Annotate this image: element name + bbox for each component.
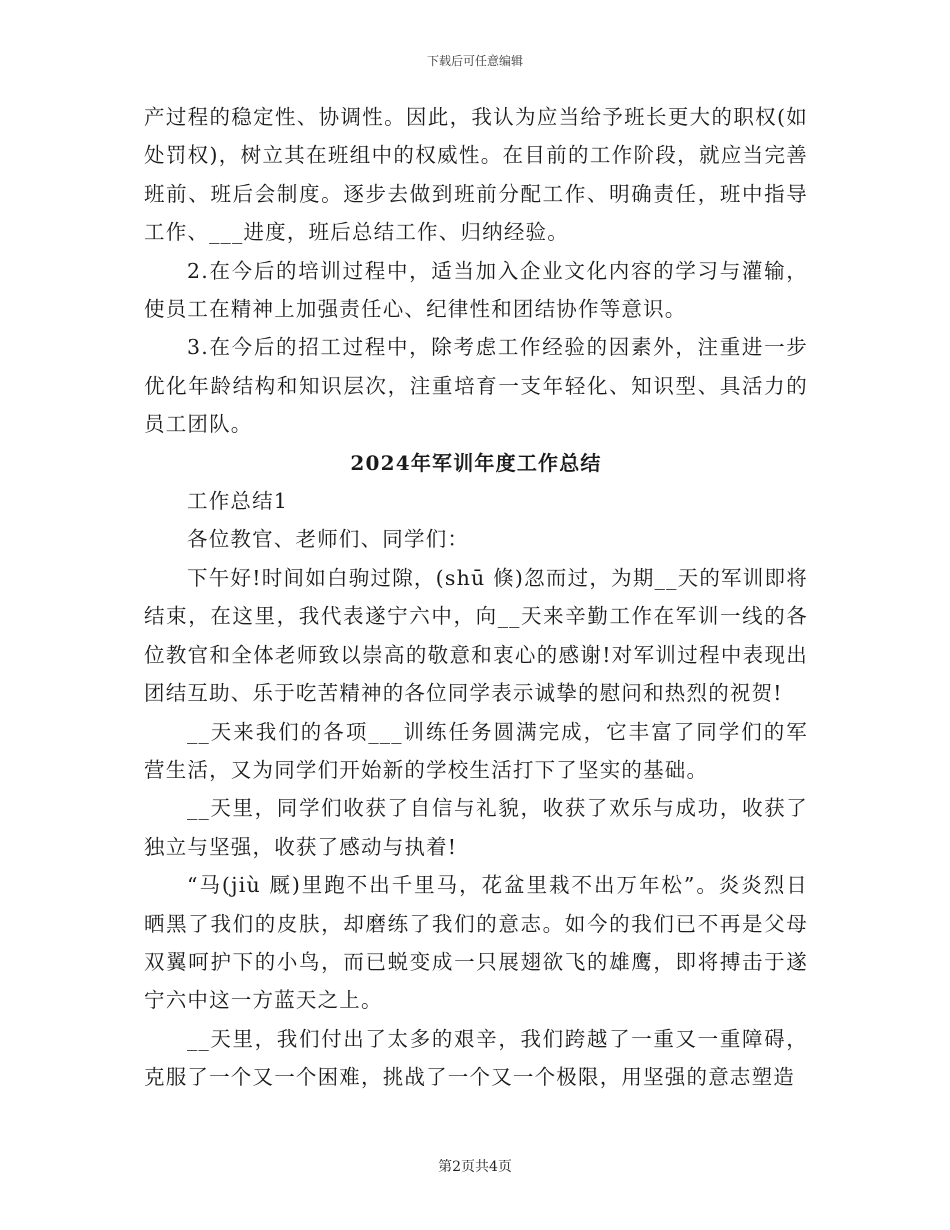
paragraph: 3.在今后的招工过程中，除考虑工作经验的因素外，注重进一步优化年龄结构和知识层次，注重培育一支年轻化、知识型、具活力的员工团队。: [144, 335, 808, 437]
document-body: [144, 98, 808, 1097]
paragraph: 产过程的稳定性、协调性。因此，我认为应当给予班长更大的职权(如处罚权)，树立其在班组中的权威性。在目前的工作阶段，就应当完善班前、班后会制度。逐步去做到班前分配工作、明确责任，班中指导工作、___进度，班后总结工作、归纳经验。: [144, 105, 808, 245]
paragraph: 2.在今后的培训过程中，适当加入企业文化内容的学习与灌输，使员工在精神上加强责任心、纪律性和团结协作等意识。: [144, 258, 808, 322]
section-title: 2024年军训年度工作总结: [350, 450, 602, 475]
paragraph: 下午好!时间如白驹过隙，(shū 倏)忽而过，为期__天的军训即将结束，在这里，我代表遂宁六中，向__天来辛勤工作在军训一线的各位教官和全体老师致以崇高的敬意和衷心的感谢!对军训过程中表现出团结互助、乐于吃苦精神的各位同学表示诚挚的慰问和热烈的祝贺!: [144, 565, 808, 706]
page-footer: 第2页共4页: [438, 1159, 512, 1175]
paragraph: 工作总结1: [187, 489, 289, 514]
paragraph: 各位教官、老师们、同学们：: [187, 527, 470, 552]
paragraph: “马(jiù 厩)里跑不出千里马，花盆里栽不出万年松”。炎炎烈日晒黑了我们的皮肤，却磨练了我们的意志。如今的我们已不再是父母双翼呵护下的小鸟，而已蜕变成一只展翅欲飞的雄鹰，即将搏击于遂宁六中这一方蓝天之上。: [144, 873, 808, 1013]
paragraph: __天里，同学们收获了自信与礼貌，收获了欢乐与成功，收获了独立与坚强，收获了感动与执着!: [144, 796, 808, 859]
paragraph: __天来我们的各项___训练任务圆满完成，它丰富了同学们的军营生活，又为同学们开始新的学校生活打下了坚实的基础。: [144, 719, 808, 782]
page-header: 下载后可任意编辑: [426, 54, 523, 68]
paragraph: __天里，我们付出了太多的艰辛，我们跨越了一重又一重障碍，克服了一个又一个困难，挑战了一个又一个极限，用坚强的意志塑造: [144, 1026, 808, 1090]
